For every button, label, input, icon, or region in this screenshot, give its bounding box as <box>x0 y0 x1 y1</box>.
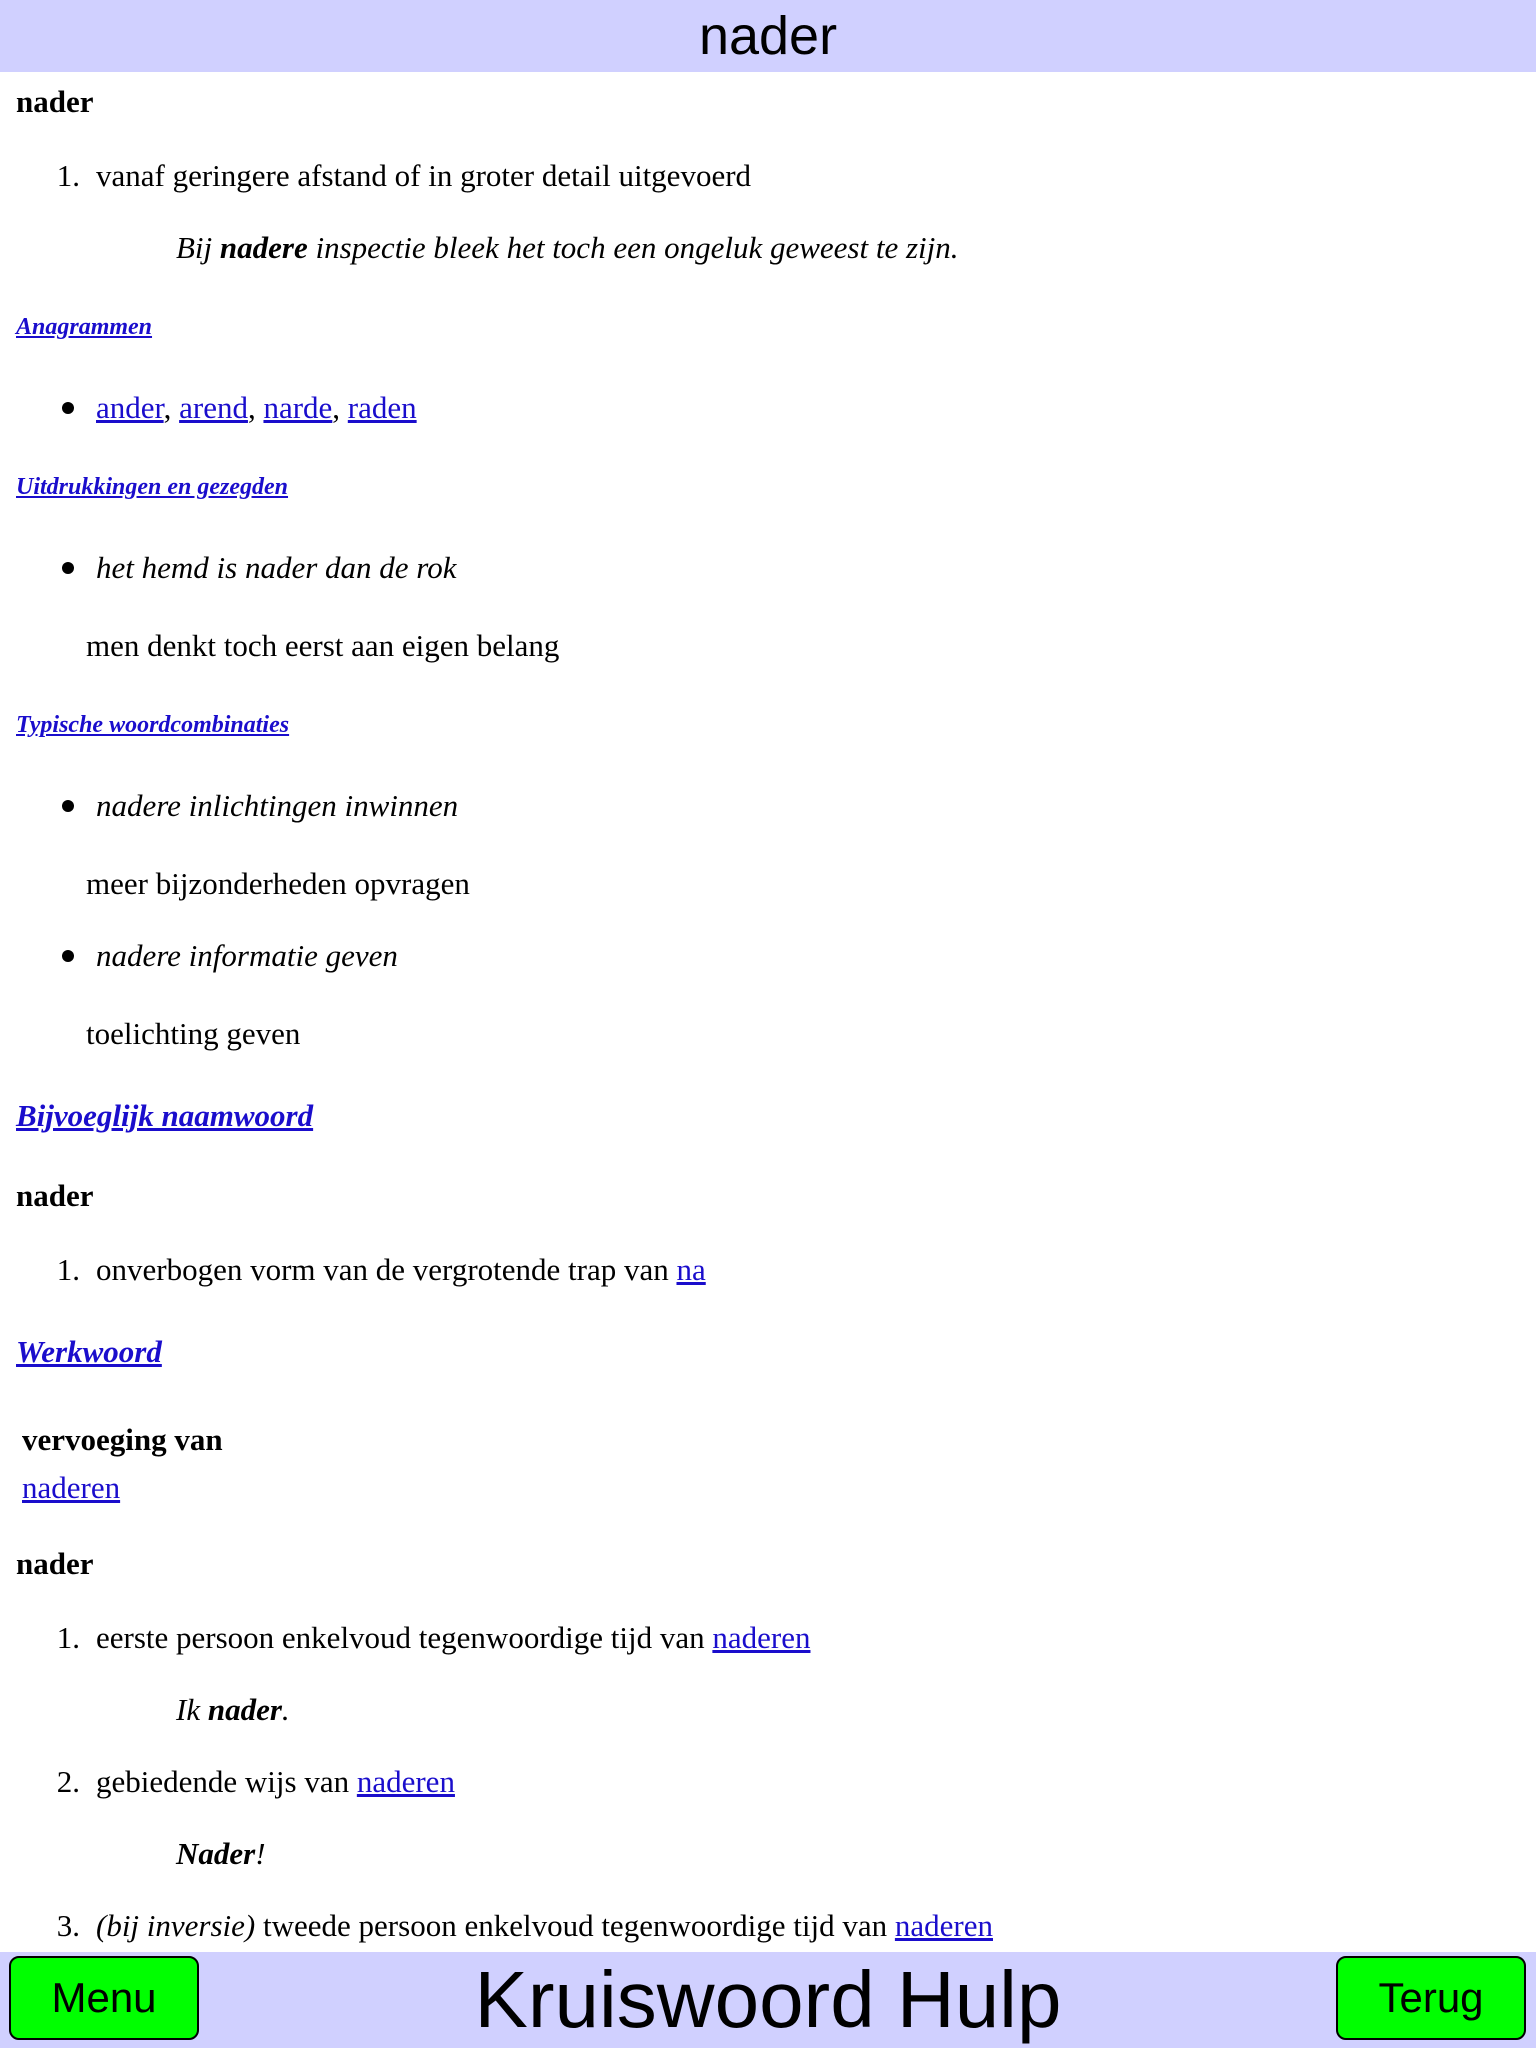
bullet <box>62 800 74 812</box>
link-naderen[interactable]: naderen <box>712 1620 811 1655</box>
example-bold: nader <box>207 1692 282 1727</box>
page-title: nader <box>698 6 838 66</box>
separator: , <box>163 390 180 425</box>
anagram-link-narde[interactable]: narde <box>263 390 333 425</box>
definition <box>96 1764 455 1800</box>
example-post: ! <box>255 1836 266 1871</box>
definition-text: onverbogen vorm van de vergrotende trap van <box>96 1252 677 1287</box>
list-number: 1. <box>56 1620 80 1655</box>
word-combination: nadere informatie geven <box>96 938 398 973</box>
bullet <box>62 562 74 574</box>
example-sentence <box>176 230 959 266</box>
definition-text: eerste persoon enkelvoud tegenwoordige tijd van <box>96 1620 713 1655</box>
list-number: 3. <box>56 1908 80 1943</box>
definition-text: gebiedende wijs van <box>96 1764 357 1799</box>
title-bar <box>0 0 1536 72</box>
app-name: Kruiswoord Hulp <box>474 1955 1062 2044</box>
definition <box>96 1620 810 1656</box>
separator: , <box>247 390 264 425</box>
bottom-bar <box>0 1952 1536 2048</box>
list-number: 1. <box>56 1252 80 1287</box>
section-link-werkwoord[interactable]: Werkwoord <box>16 1334 162 1369</box>
headword: nader <box>16 84 94 119</box>
definition: vanaf geringere afstand of in groter detail uitgevoerd <box>96 158 752 193</box>
link-na[interactable]: na <box>676 1252 706 1287</box>
expression-meaning: men denkt toch eerst aan eigen belang <box>86 628 560 663</box>
section-link-woordcombinaties[interactable]: Typische woordcombinaties <box>16 712 290 738</box>
example-pre: Bij <box>176 230 220 265</box>
definition <box>96 1252 706 1288</box>
link-naderen[interactable]: naderen <box>22 1470 121 1505</box>
link-naderen[interactable]: naderen <box>894 1908 993 1943</box>
example-bold: Nader <box>176 1836 256 1871</box>
section-link-uitdrukkingen[interactable]: Uitdrukkingen en gezegden <box>16 474 289 500</box>
link-naderen[interactable]: naderen <box>356 1764 455 1799</box>
expression: het hemd is nader dan de rok <box>96 550 457 585</box>
headword: nader <box>16 1546 94 1581</box>
separator: , <box>332 390 348 425</box>
section-link-anagrammen[interactable]: Anagrammen <box>16 314 153 340</box>
example-post: inspectie bleek het toch een ongeluk geweest te zijn. <box>307 230 959 265</box>
anagram-link-raden[interactable]: raden <box>347 390 417 425</box>
combination-meaning: toelichting geven <box>86 1016 301 1051</box>
bullet <box>62 402 74 414</box>
anagram-list <box>96 390 417 426</box>
bullet <box>62 950 74 962</box>
example-sentence <box>176 1692 290 1728</box>
combination-meaning: meer bijzonderheden opvragen <box>86 866 470 901</box>
anagram-link-ander[interactable]: ander <box>96 390 164 425</box>
example-post: . <box>281 1692 290 1727</box>
list-number: 2. <box>56 1764 80 1799</box>
word-combination: nadere inlichtingen inwinnen <box>96 788 459 823</box>
definition-note: (bij inversie) <box>96 1908 256 1943</box>
dictionary-content[interactable] <box>0 72 1536 1952</box>
conjugation-label: vervoeging van <box>22 1422 223 1457</box>
example-pre: Ik <box>176 1692 208 1727</box>
back-button[interactable]: Terug <box>1336 1956 1526 2040</box>
definition <box>96 1908 993 1944</box>
example-sentence <box>176 1836 266 1872</box>
headword: nader <box>16 1178 94 1213</box>
definition-text: tweede persoon enkelvoud tegenwoordige tijd van <box>255 1908 895 1943</box>
section-link-bijvoeglijk-naamwoord[interactable]: Bijvoeglijk naamwoord <box>16 1098 314 1133</box>
example-bold: nadere <box>219 230 308 265</box>
menu-button[interactable]: Menu <box>9 1956 199 2040</box>
list-number: 1. <box>56 158 80 193</box>
anagram-link-arend[interactable]: arend <box>179 390 248 425</box>
